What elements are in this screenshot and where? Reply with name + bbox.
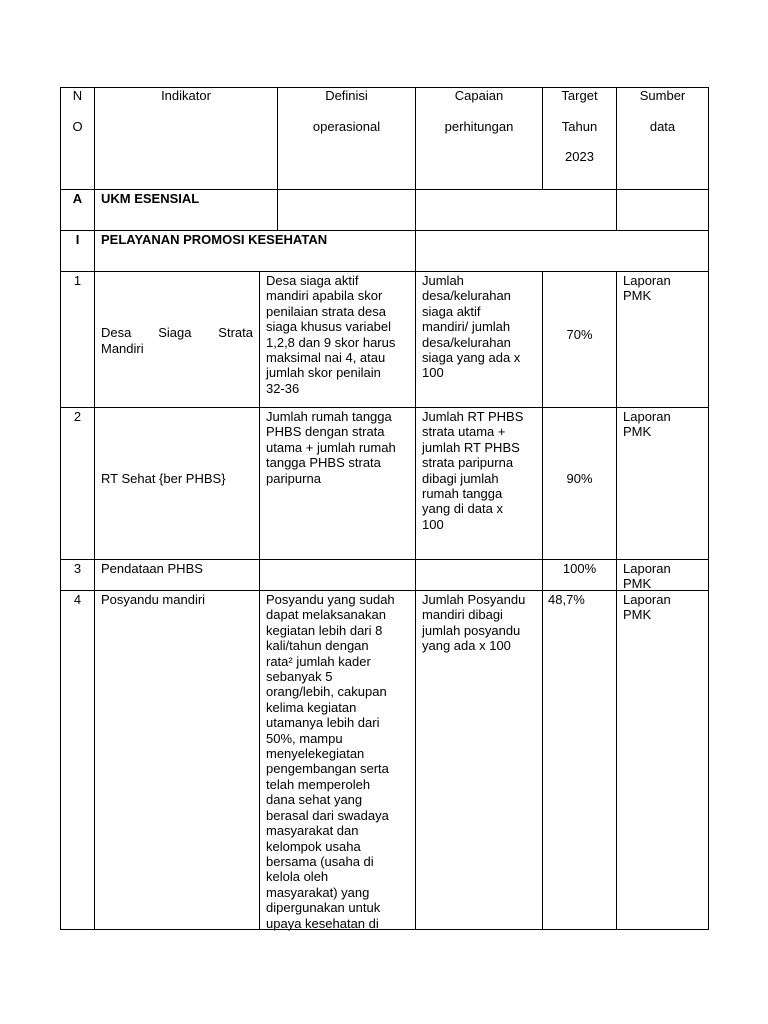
col-divider <box>94 87 95 930</box>
row-2-sumber <box>623 409 671 440</box>
definisi-line: kelola oleh <box>266 869 329 885</box>
definisi-line: orang/lebih, cakupan <box>266 684 387 700</box>
row-2-indikator: RT Sehat {ber PHBS} <box>101 471 226 486</box>
row-2-definisi <box>266 409 396 486</box>
header-target-line2: Tahun <box>561 119 598 134</box>
definisi-line: bersama (usaha di <box>266 853 374 869</box>
row-4-sumber <box>623 592 671 623</box>
row-1-indikator-line2: Mandiri <box>101 341 144 356</box>
header-indikator: Indikator <box>161 88 211 103</box>
row-divider <box>60 230 709 231</box>
row-3-sumber <box>623 561 671 592</box>
definisi-line: 32-36 <box>266 380 300 396</box>
capaian-line: rumah tangga <box>422 486 503 502</box>
definisi-line: siaga khusus variabel <box>266 319 392 335</box>
definisi-line: utamanya lebih dari <box>266 715 380 731</box>
definisi-line: dana sehat yang <box>266 792 363 808</box>
header-target-line1: Target <box>561 88 598 103</box>
definisi-line: kelompok usaha <box>266 838 361 854</box>
definisi-line: rata² jumlah kader <box>266 653 371 669</box>
row-3-target: 100% <box>562 561 597 576</box>
definisi-line: PHBS dengan strata <box>266 424 385 440</box>
col-divider <box>277 87 278 231</box>
sumber-line: PMK <box>623 288 652 304</box>
header-target-line3: 2023 <box>565 149 594 164</box>
capaian-line: yang di data x <box>422 501 503 517</box>
sumber-line: PMK <box>623 607 652 623</box>
definisi-line: kegiatan lebih dari 8 <box>266 622 383 638</box>
row-1-capaian <box>422 273 520 381</box>
col-divider <box>616 271 617 930</box>
capaian-line: Jumlah <box>422 273 464 288</box>
col-divider <box>415 87 416 930</box>
col-divider <box>616 87 617 231</box>
definisi-line: menyelekegiatan <box>266 746 365 762</box>
section-a-no: A <box>72 191 83 206</box>
header-sumber-line1: Sumber <box>639 88 686 103</box>
capaian-line: yang ada x 100 <box>422 638 511 654</box>
definisi-line: pengembangan serta <box>266 761 389 777</box>
capaian-line: mandiri dibagi <box>422 607 503 623</box>
row-2-capaian <box>422 409 523 532</box>
sumber-line: PMK <box>623 424 652 440</box>
row-divider <box>60 559 709 560</box>
definisi-line: kali/tahun dengan <box>266 638 369 654</box>
definisi-line: maksimal nai 4, atau <box>266 350 386 366</box>
col-divider <box>259 271 260 930</box>
definisi-line: tangga PHBS strata <box>266 455 381 471</box>
row-4-definisi <box>266 592 395 931</box>
row-divider <box>60 407 709 408</box>
section-a-title: UKM ESENSIAL <box>101 191 200 206</box>
section-i-no: I <box>75 232 80 247</box>
definisi-line: dipergunakan untuk <box>266 900 381 916</box>
row-divider <box>60 189 709 190</box>
sumber-line: Laporan <box>623 409 671 424</box>
sumber-line: Laporan <box>623 273 671 288</box>
header-definisi-line2: operasional <box>312 119 381 134</box>
row-1-sumber <box>623 273 671 304</box>
capaian-line: 100 <box>422 516 444 532</box>
definisi-line: berasal dari swadaya <box>266 807 389 823</box>
definisi-line: jumlah skor penilain <box>266 365 381 381</box>
row-1-definisi <box>266 273 395 396</box>
row-1-target: 70% <box>566 327 593 342</box>
capaian-line: desa/kelurahan <box>422 288 511 304</box>
row-4-no: 4 <box>73 592 82 607</box>
capaian-line: dibagi jumlah <box>422 470 499 486</box>
capaian-line: jumlah posyandu <box>422 622 521 638</box>
capaian-line: jumlah RT PHBS <box>422 439 520 455</box>
definisi-line: mandiri apabila skor <box>266 288 383 304</box>
row-2-no: 2 <box>73 409 82 424</box>
capaian-line: 100 <box>422 365 444 381</box>
sumber-line: Laporan <box>623 592 671 607</box>
row-3-indikator: Pendataan PHBS <box>101 561 203 576</box>
capaian-line: strata utama + <box>422 424 506 440</box>
section-i-title: PELAYANAN PROMOSI KESEHATAN <box>101 232 328 247</box>
row-1-indikator-line1: Desa Siaga Strata <box>101 325 253 340</box>
definisi-line: 50%, mampu <box>266 730 343 746</box>
table-border-right <box>708 87 709 930</box>
header-capaian-line2: perhitungan <box>444 119 514 134</box>
row-3-no: 3 <box>73 561 82 576</box>
sumber-line: Laporan <box>623 561 671 576</box>
table-border-left <box>60 87 61 930</box>
definisi-line: penilaian strata desa <box>266 303 386 319</box>
capaian-line: desa/kelurahan <box>422 334 511 350</box>
header-capaian-line1: Capaian <box>454 88 504 103</box>
row-divider <box>60 271 709 272</box>
capaian-line: siaga yang ada x <box>422 350 521 366</box>
header-no-line2: O <box>72 119 83 134</box>
definisi-line: Posyandu yang sudah <box>266 592 395 607</box>
header-definisi-line1: Definisi <box>325 88 368 103</box>
definisi-line: 1,2,8 dan 9 skor harus <box>266 334 396 350</box>
definisi-line: masyarakat dan <box>266 823 359 839</box>
col-divider <box>542 271 543 930</box>
capaian-line: Jumlah Posyandu <box>422 592 526 607</box>
row-4-capaian <box>422 592 525 654</box>
definisi-line: Jumlah rumah tangga <box>266 409 392 424</box>
definisi-line: Desa siaga aktif <box>266 273 359 288</box>
capaian-line: mandiri/ jumlah <box>422 319 511 335</box>
capaian-line: Jumlah RT PHBS <box>422 409 524 424</box>
definisi-line: utama + jumlah rumah <box>266 439 396 455</box>
definisi-line: sebanyak 5 <box>266 669 333 685</box>
sumber-line: PMK <box>623 576 652 592</box>
definisi-line: paripurna <box>266 470 321 486</box>
definisi-line: kelima kegiatan <box>266 699 357 715</box>
capaian-line: strata paripurna <box>422 455 514 471</box>
definisi-line: telah memperoleh <box>266 776 371 792</box>
row-4-target: 48,7% <box>548 592 585 607</box>
definisi-line: masyarakat) yang <box>266 884 370 900</box>
header-no-line1: N <box>72 88 83 103</box>
header-sumber-line2: data <box>649 119 676 134</box>
row-2-target: 90% <box>566 471 593 486</box>
row-4-indikator: Posyandu mandiri <box>101 592 206 607</box>
row-divider <box>60 590 709 591</box>
row-1-no: 1 <box>73 273 82 288</box>
definisi-line: dapat melaksanakan <box>266 607 386 623</box>
definisi-line: upaya kesehatan di <box>266 915 379 931</box>
capaian-line: siaga aktif <box>422 303 481 319</box>
